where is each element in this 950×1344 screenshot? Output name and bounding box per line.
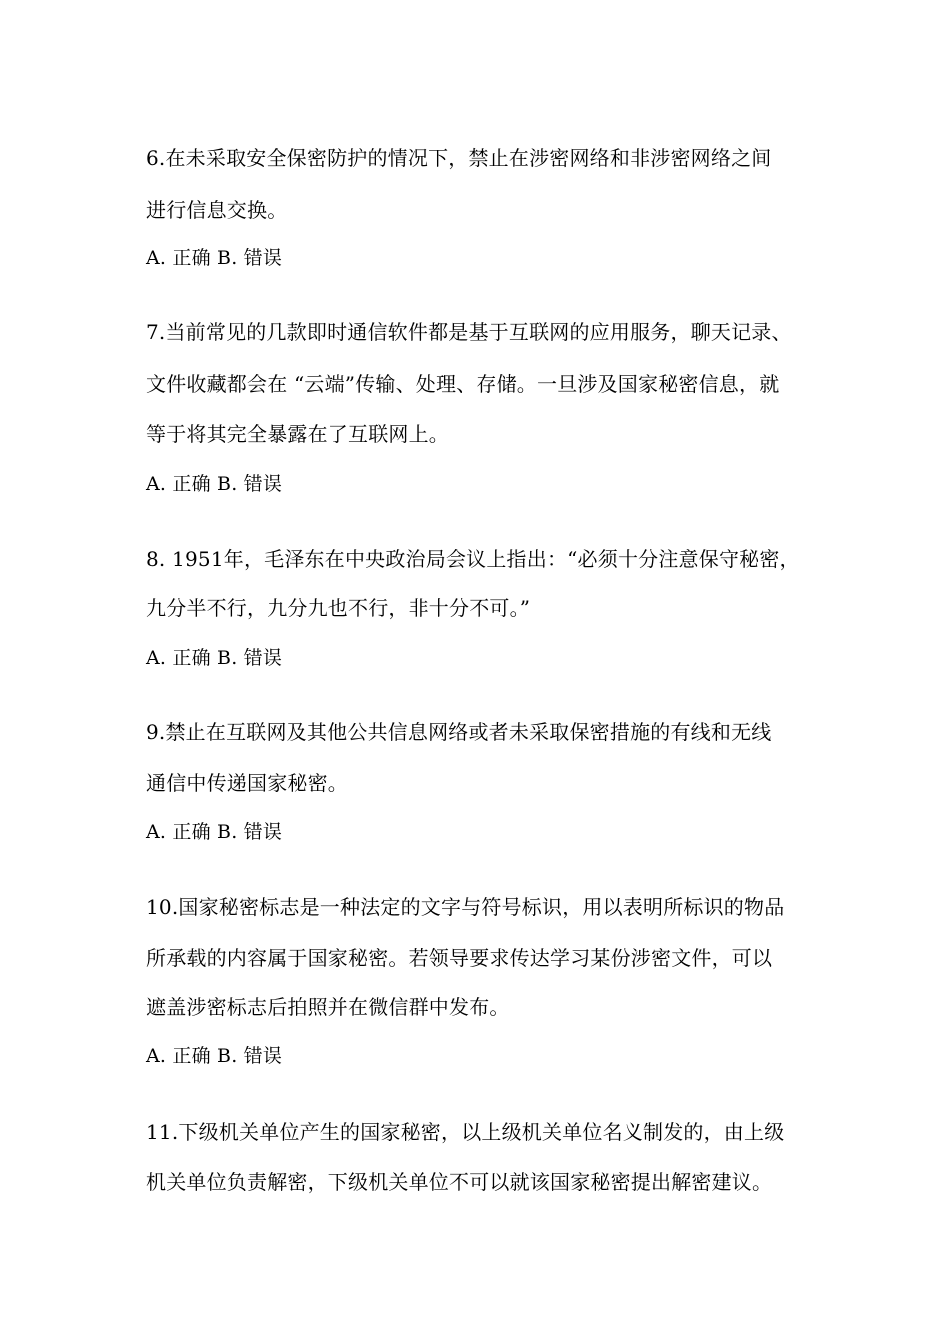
question-6-line-2: 进行信息交换。: [146, 198, 288, 222]
question-8-line-2: 九分半不行，九分九也不行，非十分不可。”: [146, 596, 531, 620]
question-10-line-2: 所承载的内容属于国家秘密。若领导要求传达学习某份涉密文件，可以: [146, 946, 773, 970]
question-10-line-3: 遮盖涉密标志后拍照并在微信群中发布。: [146, 995, 510, 1019]
question-10-line-1: 10.国家秘密标志是一种法定的文字与符号标识，用以表明所标识的物品: [146, 895, 785, 919]
question-6-options: A. 正确 B. 错误: [146, 247, 283, 269]
question-7-line-2: 文件收藏都会在 “云端”传输、处理、存储。一旦涉及国家秘密信息，就: [146, 372, 780, 396]
question-7-line-1: 7.当前常见的几款即时通信软件都是基于互联网的应用服务，聊天记录、: [146, 320, 792, 344]
question-11-line-2: 机关单位负责解密，下级机关单位不可以就该国家秘密提出解密建议。: [146, 1170, 773, 1194]
question-9-options: A. 正确 B. 错误: [146, 821, 283, 843]
question-10-options: A. 正确 B. 错误: [146, 1045, 283, 1067]
question-9-line-2: 通信中传递国家秘密。: [146, 771, 348, 795]
question-9-line-1: 9.禁止在互联网及其他公共信息网络或者未采取保密措施的有线和无线: [146, 720, 772, 744]
question-11-line-1: 11.下级机关单位产生的国家秘密，以上级机关单位名义制发的，由上级: [146, 1120, 785, 1144]
question-6-line-1: 6.在未采取安全保密防护的情况下，禁止在涉密网络和非涉密网络之间: [146, 146, 772, 170]
question-7-line-3: 等于将其完全暴露在了互联网上。: [146, 422, 449, 446]
question-8-line-1: 8. 1951年，毛泽东在中央政治局会议上指出：“必须十分注意保守秘密，: [146, 547, 800, 571]
question-8-options: A. 正确 B. 错误: [146, 647, 283, 669]
question-7-options: A. 正确 B. 错误: [146, 473, 283, 495]
